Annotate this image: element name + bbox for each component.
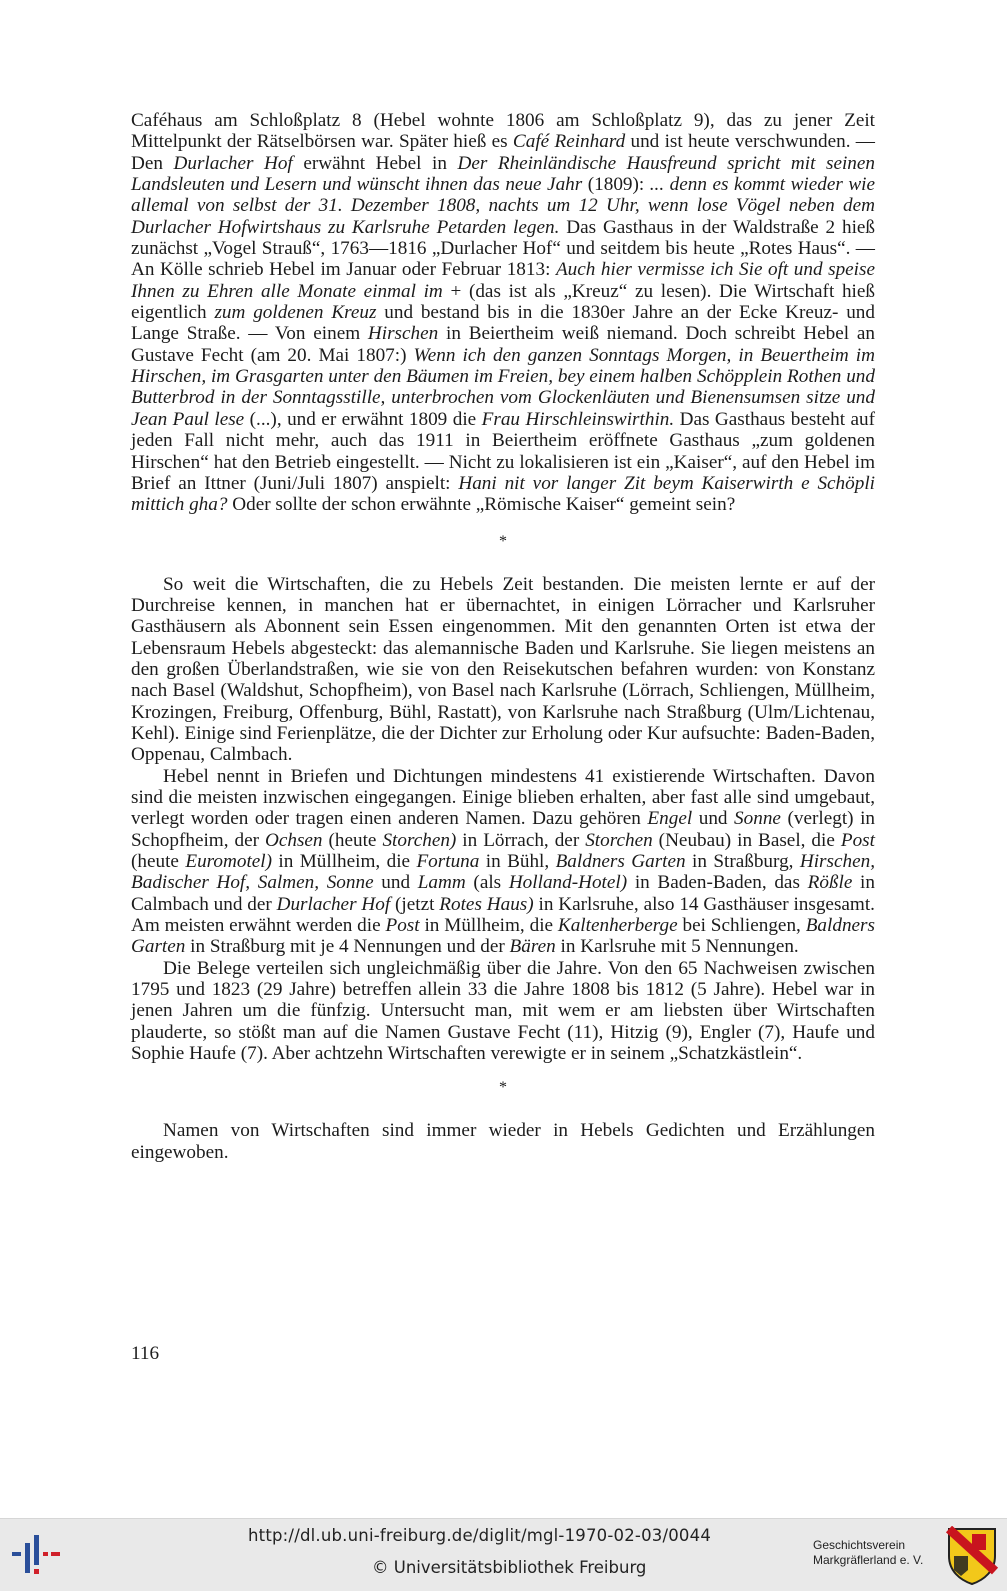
ub-freiburg-logo-icon [10,1529,64,1579]
text-run: Hebel nennt in Briefen und Dichtungen mindestens 41 existierende Wirtschaften. Davon sind die meisten inzwischen eingegangen. Einige blieben erhalten, aber fast alle sind umgebaut, verlegt worden oder tragen einen anderen Namen. Dazu gehören [131,765,875,830]
text-run: So weit die Wirtschaften, die zu Hebels Zeit bestanden. Die meisten lernte er auf der Durchreise kennen, in manchen hat er übernachtet, in einigen Lörracher und Karlsruher Gasthäusern als Abonnent sein Essen eingenommen. Mit den genannten Orten ist etwa der Lebensraum Hebels abgesteckt: das alemannische Baden und Karlsruhe. Sie liegen meistens an den großen Überlandstraßen, wie sie von den Reisekutschen befahren wurden: von Konstanz nach Basel (Waldshut, Schopfheim), von Basel nach Karlsruhe (Lörrach, Schliengen, Müllheim, Krozingen, Freiburg, Offenburg, Bühl, Rastatt), von Karlsruhe nach Straßburg (Ulm/Lichtenau, Kehl). Einige sind Ferienplätze, die der Dichter zur Erholung oder Kur aufsuchte: Baden-Baden, Oppenau, Calmbach. [131,573,875,766]
body-paragraph [131,766,875,958]
footer-copyright: © Universitätsbibliothek Freiburg [372,1558,647,1577]
italic-run: Bären [509,936,556,958]
text-run: und ist heute verschwunden. — Den [131,131,875,174]
italic-run: Storchen [585,829,653,851]
body-paragraph [131,110,875,516]
text-run: (heute [131,851,186,872]
italic-run: Durlacher Hof [173,152,293,174]
text-run: in Karlsruhe, also 14 Gasthäuser insgesamt. Am meisten erwähnt werden die [131,893,875,937]
society-name-line2: Markgräflerland e. V. [813,1553,924,1567]
italic-run: Der Rheinländische Hausfreund spricht mit seinen Landsleuten und Lesern und wünscht ihnen das neue Jahr [131,152,876,196]
italic-run: Baldners Garten [555,851,686,872]
italic-run: Holland-Hotel) [508,872,628,894]
italic-run: Frau Hirschleinswirthin. [481,408,675,430]
page-number: 116 [131,1343,160,1364]
text-run: in Müllheim, die [419,915,558,937]
italic-run: Hirschen, Badischer Hof, Salmen, Sonne [131,851,875,894]
text-run: (verlegt) in Schopfheim, der [131,808,875,851]
footer-society [813,1538,943,1568]
italic-run: Post [385,915,420,937]
text-run: in Lörrach, der [456,829,586,851]
italic-run: Fortuna [416,851,480,872]
section-separator: * [499,1079,507,1097]
text-run: (Neubau) in Basel, die [652,829,841,851]
text-run: Die Belege verteilen sich ungleichmäßig über die Jahre. Von den 65 Nachweisen zwischen 1795 und 1823 (29 Jahre) betreffen allein 33 die Jahre 1808 bis 1812 (5 Jahre). Hebel war in jenen Jahren um die fünfzig. Untersucht man, mit wem er am liebsten über Wirtschaften plauderte, so stößt man auf die Namen Gustave Fecht (11), Hitzig (9), Engler (7), Haufe und Sophie Haufe (7). Aber achtzehn Wirtschaften verewigte er in seinem „Schatzkästlein“. [131,957,875,1065]
text-run: Oder sollte der schon erwähnte „Römische Kaiser“ gemeint sein? [227,494,736,516]
text-run: (...), und er erwähnt 1809 die [244,408,482,430]
italic-run: Baldners Garten [131,915,875,958]
italic-run: Hani nit vor langer Zit beym Kaiserwirth e Schöpli mittich gha? [131,472,875,516]
body-paragraph [131,958,875,1065]
text-run: und [373,872,418,894]
text-run: bei Schliengen, [677,915,806,937]
italic-run: ... denn es kommt wieder wie allemal von selbst der 31. Dezember 1808, nachts um 12 Uhr, wenn lose Vögel neben dem Durlacher Hofwirtshaus zu Karlsruhe Petarden legen. [131,174,875,238]
text-run: und bestand bis in die 1830er Jahre an der Ecke Kreuz- und Lange Straße. — Von einem [131,302,875,345]
footer-url-link[interactable]: http://dl.ub.uni-freiburg.de/diglit/mgl-1970-02-03/0044 [248,1526,712,1545]
text-run: Caféhaus am Schloßplatz 8 (Hebel wohnte 1806 am Schloßplatz 9), das zu jener Zeit Mittelpunkt der Rätselbörsen war. Später hieß es [131,110,875,153]
society-name-line1: Geschichtsverein [813,1538,906,1552]
italic-run: Kaltenherberge [557,915,678,937]
text-run: erwähnt Hebel in [292,152,458,174]
text-run: Namen von Wirtschaften sind immer wieder in Hebels Gedichten und Erzählungen eingewoben. [131,1120,875,1163]
text-run: (jetzt [390,893,440,915]
body-paragraph [131,1120,875,1163]
coat-of-arms-icon [946,1526,998,1586]
text-run: und [692,808,735,830]
italic-run: Sonne [734,808,781,830]
italic-run: Auch hier vermisse ich Sie oft und speise Ihnen zu Ehren alle Monate einmal im [131,259,875,302]
italic-run: Rößle [807,872,853,894]
section-separator: * [499,532,507,550]
italic-run: Euromotel) [185,851,273,872]
italic-run: Lamm [417,872,466,894]
italic-run: Ochsen [264,829,323,851]
italic-run: Hirschen [367,323,439,345]
italic-run: zum goldenen Kreuz [214,302,377,324]
italic-run: Engel [647,808,693,830]
italic-run: Café Reinhard [512,131,626,153]
footer-bar [0,1518,1007,1591]
text-run: Das Gasthaus in der Waldstraße 2 hieß zunächst „Vogel Strauß“, 1763—1816 „Durlacher Hof“ und seitdem bis heute „Rotes Haus“. — An Kölle schrieb Hebel im Januar oder Februar 1813: [131,216,876,281]
text-run: in Baden-Baden, das [627,872,808,894]
italic-run: Wenn ich den ganzen Sonntags Morgen, in Beuertheim im Hirschen, im Grasgarten unter den Bäumen im Freien, bey einem halben Schöpplein Rothen und Butterbrod in der Sonntagsstille, unterbrochen vom Glockenläuten und Bienensumsen sitze und Jean Paul lese [131,344,875,430]
text-run: Das Gasthaus besteht auf jeden Fall nicht mehr, auch das 1911 in Beiertheim eröffnete Gasthaus „zum goldenen Hirschen“ hat den Betrieb eingestellt. — Nicht zu lokalisieren ist ein „Kaiser“, auf den Hebel im Brief an Ittner (Juni/Juli 1807) anspielt: [131,408,876,494]
text-run: in Straßburg mit je 4 Nennungen und der [185,936,510,958]
text-run: (1809): [582,174,650,196]
text-run: (als [465,872,509,894]
text-run: in Müllheim, die [272,851,417,872]
text-run: in Straßburg, [685,851,800,872]
italic-run: Post [840,829,875,851]
text-run: in Bühl, [479,851,556,872]
text-run: (heute [322,829,383,851]
text-run: + (das ist als „Kreuz“ zu lesen). Die Wirtschaft hieß eigentlich [131,280,875,324]
body-paragraph [131,574,875,766]
italic-run: Rotes Haus) [439,893,534,915]
italic-run: Durlacher Hof [276,893,391,915]
text-run: in Calmbach und der [131,872,875,915]
text-run: in Beiertheim weiß niemand. Doch schreibt Hebel an Gustave Fecht (am 20. Mai 1807:) [131,323,875,366]
text-body [131,110,875,1163]
text-run: in Karlsruhe mit 5 Nennungen. [555,936,799,958]
italic-run: Storchen) [382,829,457,851]
